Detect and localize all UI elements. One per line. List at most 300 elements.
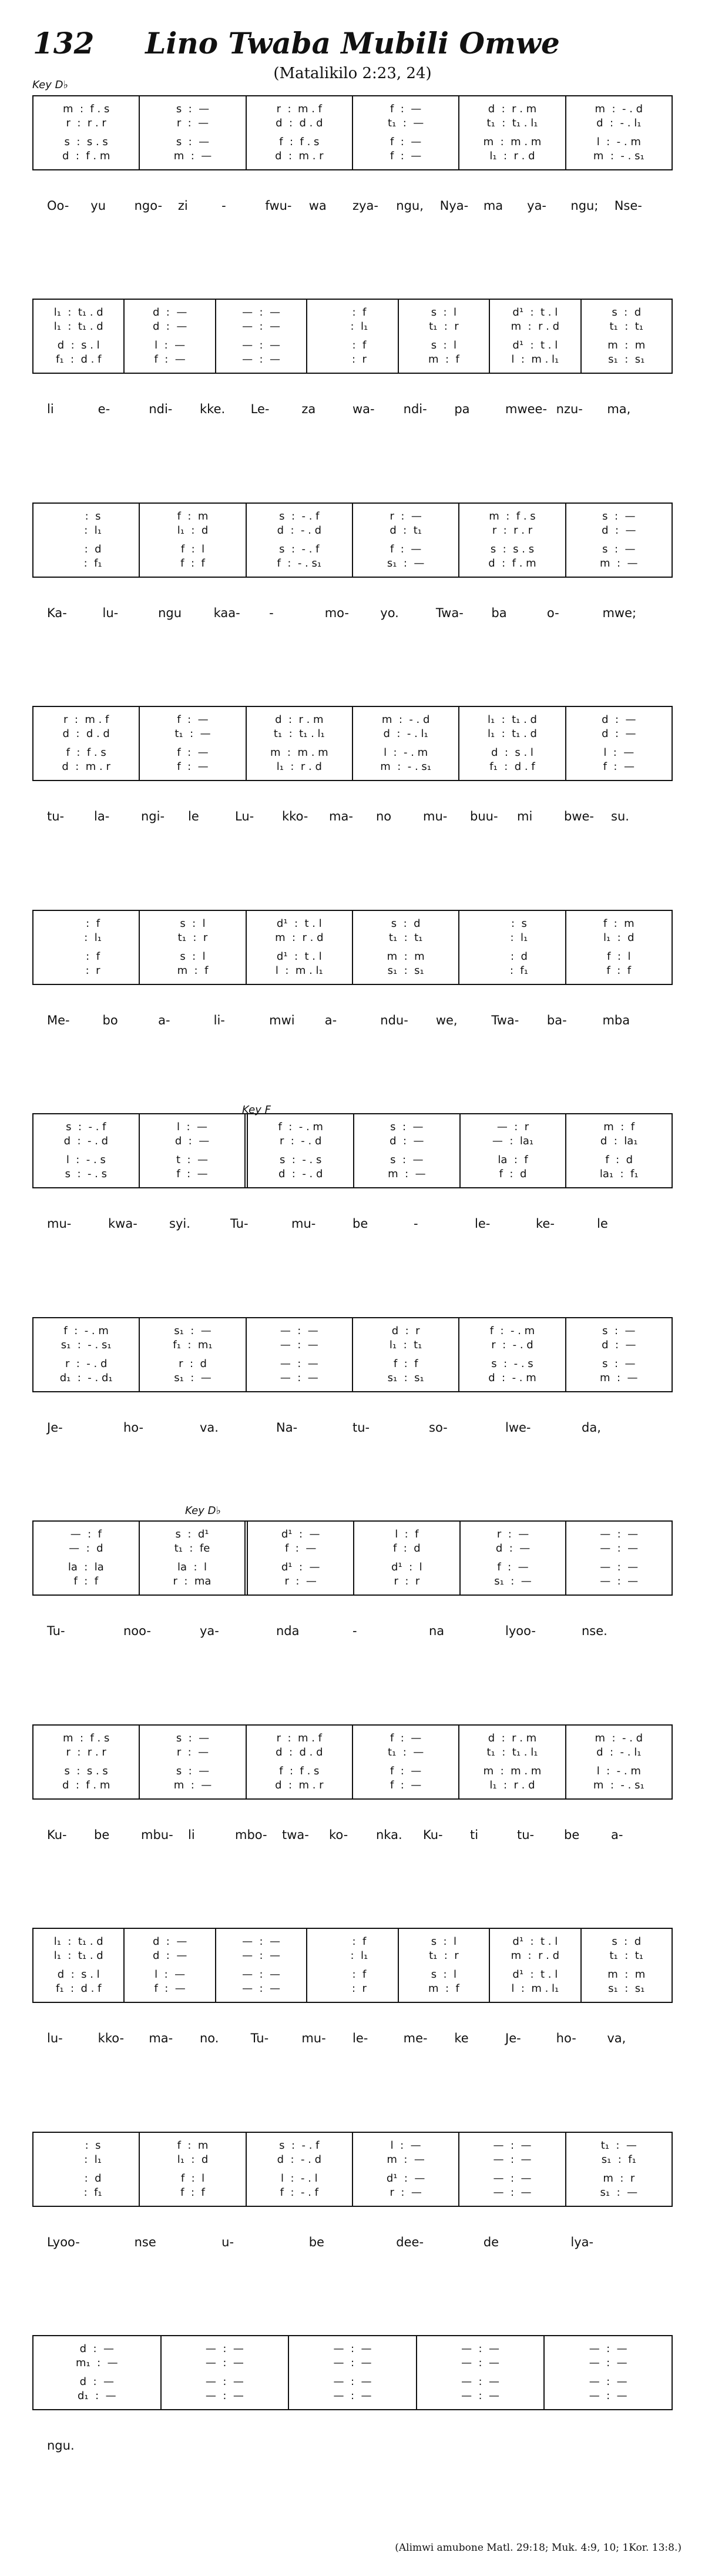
measure	[246, 1726, 352, 1798]
solfa-line: — : —	[333, 2357, 372, 2369]
measure	[398, 300, 489, 373]
lyric-syllable: e-	[98, 402, 110, 416]
lyric-syllable: kaa-	[213, 606, 240, 620]
solfa-line: — : —	[205, 2343, 244, 2355]
measure	[565, 1114, 672, 1187]
lyric-syllable: mba	[602, 1013, 630, 1027]
measure	[416, 2336, 544, 2409]
solfa-line: s : s . s	[64, 136, 108, 148]
solfa-line: f : —	[390, 1779, 422, 1791]
solfa-line: s : d	[391, 917, 421, 930]
solfa-line: — : —	[600, 1561, 639, 1573]
measure	[458, 707, 565, 780]
solfa-line: s : —	[176, 1765, 210, 1777]
solfa-line: r : m . f	[63, 713, 109, 726]
solfa-line: s : l	[431, 1935, 457, 1948]
measure	[123, 300, 214, 373]
hymn-title: Lino Twaba Mubili Omwe	[145, 26, 560, 61]
measure	[459, 1114, 566, 1187]
solfa-line: d : —	[152, 1935, 187, 1948]
lyric-syllable: li	[47, 402, 54, 416]
solfa-line: f : —	[390, 150, 422, 162]
solfa-line: d : —	[152, 320, 187, 333]
solfa-line: d : - . l₁	[596, 117, 642, 129]
solfa-line: d₁ : —	[78, 2390, 116, 2402]
measure	[306, 1929, 397, 2002]
lyric-syllable: nse.	[582, 1624, 607, 1638]
solfa-line: d : m . r	[275, 1779, 324, 1791]
solfa-line: f : f	[393, 1358, 418, 1370]
solfa-line: — : —	[205, 2376, 244, 2388]
lyric-syllable: nda	[276, 1624, 300, 1638]
solfa-line: — : —	[461, 2376, 500, 2388]
solfa-line: d : r . m	[488, 103, 537, 115]
solfa-line: l : - . m	[384, 746, 428, 759]
lyric-syllable: no	[376, 809, 392, 823]
solfa-line: la : l	[177, 1561, 207, 1573]
solfa-line: d : —	[602, 728, 636, 740]
measure	[139, 1114, 245, 1187]
solfa-line: d : —	[79, 2343, 114, 2355]
lyric-syllable: lyoo-	[505, 1624, 536, 1638]
lyric-syllable: Tu-	[250, 2031, 269, 2045]
solfa-line: t₁ : t₁	[388, 932, 423, 944]
solfa-line: — : la₁	[492, 1135, 534, 1147]
measure	[458, 504, 565, 577]
solfa-line: — : —	[280, 1339, 318, 1351]
solfa-line: d : d . d	[62, 728, 110, 740]
lyric-syllable: be	[564, 1828, 580, 1842]
solfa-line: f : —	[497, 1561, 529, 1573]
lyric-syllable: Nse-	[614, 199, 642, 213]
solfa-line: d : m . r	[62, 761, 110, 773]
solfa-line: m : m	[387, 950, 425, 963]
solfa-line: r : - . d	[491, 1339, 533, 1351]
solfa-line: r : r	[394, 1575, 420, 1587]
solfa-line: f : m	[177, 2139, 209, 2152]
measure	[398, 1929, 489, 2002]
solfa-line: d : r	[391, 1325, 420, 1337]
solfa-line: f : —	[390, 1732, 422, 1744]
measure	[565, 1726, 672, 1798]
solfa-line: m : - . s₁	[593, 150, 644, 162]
solfa-line: d : la₁	[600, 1135, 638, 1147]
solfa-line: s : l	[431, 1968, 457, 1981]
solfa-line: d¹ : t . l	[512, 306, 558, 319]
solfa-line: m : f	[428, 353, 459, 366]
lyric-syllable: ba-	[546, 1013, 567, 1027]
solfa-line: s : - . f	[279, 510, 320, 522]
solfa-line: : r	[338, 353, 367, 366]
solfa-line: f : d	[499, 1168, 527, 1180]
lyric-syllable: buu-	[470, 809, 498, 823]
measure	[139, 2133, 245, 2206]
solfa-line: d : —	[390, 1135, 424, 1147]
solfa-line: d : - . d	[277, 2153, 322, 2166]
measure	[565, 2133, 672, 2206]
solfa-line: d : d . d	[276, 1746, 323, 1758]
solfa-line: f : l	[607, 950, 631, 963]
lyric-syllable: Oo-	[47, 199, 69, 213]
solfa-line: — : —	[242, 306, 281, 319]
solfa-line: m : - . d	[595, 1732, 643, 1744]
solfa-line: s : - . s	[65, 1168, 108, 1180]
solfa-line: l₁ : d	[177, 524, 209, 537]
key-signature-change-f: Key F	[242, 1104, 271, 1116]
solfa-line: t₁ : t₁	[609, 320, 643, 333]
measure	[458, 1726, 565, 1798]
lyric-syllable: me-	[403, 2031, 428, 2045]
lyric-syllable: va.	[200, 1421, 219, 1435]
solfa-line: m : - . d	[595, 103, 643, 115]
solfa-line: s₁ : —	[174, 1325, 212, 1337]
lyric-syllable: ngu;	[570, 199, 599, 213]
solfa-line: — : —	[242, 1935, 281, 1948]
solfa-line: l₁ : t₁	[389, 1339, 422, 1351]
solfa-line: f : f	[180, 557, 205, 570]
solfa-line: f₁ : d . f	[55, 1982, 102, 1995]
solfa-line: t : —	[176, 1154, 209, 1166]
lyric-syllable: nzu-	[556, 402, 583, 416]
lyric-syllable: lya-	[570, 2235, 594, 2249]
solfa-line: : f₁	[496, 964, 528, 977]
solfa-line: : l₁	[337, 1949, 368, 1962]
solfa-line: d : —	[602, 713, 636, 726]
lyrics-line	[32, 2438, 673, 2456]
measure	[458, 96, 565, 169]
solfa-line: — : —	[280, 1325, 318, 1337]
lyrics-line	[32, 1828, 673, 1845]
solfa-line: f : —	[154, 353, 186, 366]
solfa-line: s₁ : s₁	[387, 1372, 424, 1384]
solfa-line: l₁ : r . d	[276, 761, 322, 773]
solfa-line: r : m . f	[276, 103, 323, 115]
lyric-syllable: fwu-	[265, 199, 292, 213]
measure	[459, 1522, 566, 1594]
solfa-line: f₁ : m₁	[173, 1339, 213, 1351]
lyric-syllable: u-	[221, 2235, 234, 2249]
solfa-line: : f₁	[70, 2186, 102, 2199]
solfa-line: d : f . m	[62, 1779, 110, 1791]
solfa-line: d : - . d	[277, 524, 322, 537]
solfa-line: m : - . d	[381, 713, 430, 726]
solfa-line: s : - . f	[66, 1121, 106, 1133]
solfa-line: d : r . m	[275, 713, 324, 726]
lyrics-line	[32, 1217, 673, 1234]
solfa-line: f : d	[392, 1542, 421, 1555]
solfa-line: s : —	[602, 543, 636, 555]
solfa-line: d : —	[152, 1949, 187, 1962]
staff	[32, 503, 673, 578]
solfa-line: : s	[498, 917, 527, 930]
solfa-line: m : —	[388, 1168, 426, 1180]
lyrics-line	[32, 199, 673, 216]
solfa-line: d¹ : t . l	[512, 1968, 558, 1981]
solfa-line: d : —	[602, 524, 636, 537]
solfa-line: s₁ : s₁	[387, 964, 424, 977]
measure	[489, 300, 580, 373]
lyrics-line	[32, 809, 673, 827]
solfa-line: — : —	[242, 339, 281, 351]
solfa-line: l₁ : t₁ . d	[487, 713, 537, 726]
lyric-syllable: le-	[475, 1217, 491, 1231]
measure	[565, 1318, 672, 1391]
measure	[352, 707, 458, 780]
measure	[33, 1522, 139, 1594]
solfa-line: — : —	[242, 353, 281, 366]
measure	[33, 1114, 139, 1187]
measure	[246, 911, 352, 984]
measure	[565, 504, 672, 577]
solfa-line: r : —	[390, 2186, 422, 2199]
measure	[139, 707, 245, 780]
solfa-line: d : - . d	[278, 1168, 323, 1180]
lyric-syllable: yo.	[380, 606, 399, 620]
solfa-line: : l₁	[70, 524, 102, 537]
lyric-syllable: le	[188, 809, 199, 823]
solfa-line: f₁ : d . f	[489, 761, 535, 773]
solfa-line: m : f	[603, 1121, 635, 1133]
solfa-line: r : r . r	[492, 524, 533, 537]
solfa-line: l : —	[155, 1968, 186, 1981]
solfa-line: s : —	[390, 1121, 424, 1133]
solfa-line: f : - . m	[489, 1325, 535, 1337]
solfa-line: — : —	[589, 2376, 627, 2388]
solfa-line: s : s . s	[490, 543, 535, 555]
solfa-line: l : —	[177, 1121, 207, 1133]
lyrics-line	[32, 1624, 673, 1642]
lyric-syllable: Tu-	[230, 1217, 249, 1231]
lyric-syllable: lu-	[102, 606, 119, 620]
staff	[32, 1928, 673, 2003]
solfa-line: f : f	[180, 2186, 205, 2199]
lyric-syllable: za	[301, 402, 316, 416]
solfa-line: l : f	[395, 1528, 419, 1540]
solfa-line: l₁ : t₁ . d	[53, 320, 103, 333]
lyric-syllable: o-	[546, 606, 559, 620]
solfa-line: t₁ : t₁ . l₁	[486, 117, 538, 129]
solfa-line: s : —	[602, 1325, 636, 1337]
solfa-line: d : s . l	[57, 339, 100, 351]
solfa-line: — : —	[242, 1968, 281, 1981]
solfa-line: : r	[338, 1982, 367, 1995]
solfa-line: s : —	[602, 1358, 636, 1370]
solfa-line: m : —	[600, 1372, 638, 1384]
lyric-syllable: a-	[324, 1013, 337, 1027]
measure	[139, 1522, 245, 1594]
lyric-syllable: ya-	[527, 199, 547, 213]
solfa-line: f : m	[177, 510, 209, 522]
lyric-syllable: ngu.	[47, 2438, 75, 2453]
solfa-line: s₁ : f₁	[601, 2153, 636, 2166]
solfa-line: t₁ : t₁ . l₁	[273, 728, 325, 740]
lyrics-line	[32, 2031, 673, 2049]
lyric-syllable: Twa-	[435, 606, 464, 620]
measure	[246, 96, 352, 169]
measure	[565, 911, 672, 984]
solfa-line: — : —	[461, 2357, 500, 2369]
lyric-syllable: tu-	[517, 1828, 535, 1842]
solfa-line: s : d	[612, 1935, 642, 1948]
lyric-syllable: mi	[517, 809, 533, 823]
solfa-line: d : t₁	[390, 524, 422, 537]
measure	[33, 2133, 139, 2206]
solfa-line: f : —	[603, 761, 634, 773]
solfa-line: s : s . s	[64, 1765, 108, 1777]
measure	[458, 911, 565, 984]
lyric-syllable: lwe-	[505, 1421, 531, 1435]
solfa-line: d : r . m	[488, 1732, 537, 1744]
measure	[123, 1929, 214, 2002]
solfa-line: m : —	[600, 557, 638, 570]
solfa-line: t₁ : —	[388, 117, 424, 129]
solfa-line: d : —	[152, 306, 187, 319]
solfa-line: — : —	[600, 1542, 639, 1555]
solfa-line: s : l	[180, 950, 206, 963]
solfa-line: d¹ : l	[391, 1561, 422, 1573]
lyric-syllable: Lu-	[235, 809, 254, 823]
measure	[139, 96, 245, 169]
solfa-line: — : —	[461, 2390, 500, 2402]
solfa-line: s : - . f	[279, 543, 320, 555]
lyrics-line	[32, 606, 673, 624]
solfa-line: f : —	[390, 543, 422, 555]
lyric-syllable: le-	[352, 2031, 368, 2045]
lyric-syllable: zya-	[352, 199, 378, 213]
solfa-line: d¹ : t . l	[276, 950, 322, 963]
solfa-line: f : f	[606, 964, 632, 977]
lyric-syllable: Na-	[276, 1421, 298, 1435]
solfa-line: m₁ : —	[75, 2357, 118, 2369]
solfa-line: m : r . d	[511, 1949, 560, 1962]
measure	[244, 1114, 353, 1187]
solfa-line: s : —	[176, 103, 210, 115]
solfa-line: f : m	[603, 917, 634, 930]
lyric-syllable: ma,	[607, 402, 631, 416]
lyric-syllable: -	[221, 199, 226, 213]
lyric-syllable: la-	[94, 809, 110, 823]
solfa-line: m : r . d	[275, 932, 324, 944]
solfa-line: d¹ : t . l	[276, 917, 322, 930]
solfa-line: m : m . m	[483, 136, 542, 148]
solfa-line: f : f . s	[279, 136, 320, 148]
measure	[352, 1318, 458, 1391]
staff	[32, 299, 673, 374]
solfa-line: — : —	[280, 1372, 318, 1384]
staff	[32, 1113, 673, 1188]
lyric-syllable: syi.	[169, 1217, 190, 1231]
lyric-syllable: -	[352, 1624, 357, 1638]
measure	[215, 1929, 306, 2002]
measure	[288, 2336, 416, 2409]
solfa-line: — : —	[280, 1358, 318, 1370]
staff	[32, 95, 673, 170]
solfa-line: m : f	[177, 964, 209, 977]
lyric-syllable: mbo-	[235, 1828, 267, 1842]
solfa-line: s₁ : —	[494, 1575, 532, 1587]
lyric-syllable: Je-	[505, 2031, 521, 2045]
measure	[352, 504, 458, 577]
measure	[246, 1318, 352, 1391]
solfa-line: — : —	[333, 2390, 372, 2402]
lyric-syllable: noo-	[123, 1624, 151, 1638]
solfa-line: — : r	[496, 1121, 529, 1133]
measure	[458, 2133, 565, 2206]
lyric-syllable: Lyoo-	[47, 2235, 80, 2249]
lyric-syllable: no.	[200, 2031, 219, 2045]
solfa-line: : d	[70, 543, 102, 555]
solfa-line: s : d¹	[175, 1528, 209, 1540]
solfa-line: m : m	[607, 1968, 646, 1981]
solfa-line: : f	[338, 306, 367, 319]
solfa-line: m : f	[428, 1982, 459, 1995]
solfa-line: t₁ : —	[174, 728, 211, 740]
solfa-line: d₁ : - . d₁	[59, 1372, 113, 1384]
scripture-reference: (Matalikilo 2:23, 24)	[273, 65, 432, 82]
solfa-line: s : - . s	[491, 1358, 533, 1370]
lyric-syllable: kke.	[200, 402, 226, 416]
measure	[246, 504, 352, 577]
solfa-line: d : - . l₁	[596, 1746, 642, 1758]
measure	[352, 1726, 458, 1798]
solfa-line: d¹ : —	[281, 1561, 320, 1573]
solfa-line: s₁ : —	[174, 1372, 212, 1384]
solfa-line: s : l	[431, 339, 457, 351]
solfa-line: s : d	[612, 306, 642, 319]
measure	[353, 1522, 459, 1594]
lyric-syllable: kko-	[98, 2031, 125, 2045]
measure	[565, 96, 672, 169]
solfa-line: d¹ : t . l	[512, 339, 558, 351]
solfa-line: : l₁	[496, 932, 528, 944]
solfa-line: m : —	[387, 2153, 425, 2166]
solfa-line: — : —	[589, 2390, 627, 2402]
solfa-line: f : —	[176, 1168, 208, 1180]
lyric-syllable: Ku-	[423, 1828, 443, 1842]
staff	[32, 706, 673, 781]
lyric-syllable: ndi-	[403, 402, 427, 416]
measure	[246, 707, 352, 780]
measure	[565, 707, 672, 780]
solfa-line: l : - . s	[66, 1154, 106, 1166]
solfa-line: — : —	[242, 1949, 281, 1962]
solfa-line: l₁ : d	[603, 932, 634, 944]
lyric-syllable: ngi-	[141, 809, 165, 823]
lyric-syllable: wa-	[352, 402, 375, 416]
lyric-syllable: mu-	[47, 1217, 72, 1231]
solfa-line: d : s . l	[491, 746, 533, 759]
lyric-syllable: na	[429, 1624, 445, 1638]
solfa-line: d¹ : —	[386, 2172, 425, 2185]
solfa-line: d : —	[79, 2376, 114, 2388]
solfa-line: — : —	[242, 320, 281, 333]
measure	[352, 2133, 458, 2206]
solfa-line: — : —	[242, 1982, 281, 1995]
solfa-line: l : —	[603, 746, 634, 759]
solfa-line: t₁ : t₁	[609, 1949, 643, 1962]
lyric-syllable: li	[188, 1828, 195, 1842]
solfa-line: s : - . f	[279, 2139, 320, 2152]
solfa-line: m : —	[173, 1779, 212, 1791]
lyric-syllable: yu	[90, 199, 106, 213]
solfa-line: t₁ : r	[429, 1949, 459, 1962]
solfa-line: d : m . r	[275, 150, 324, 162]
measure	[33, 707, 139, 780]
solfa-line: : s	[71, 2139, 101, 2152]
solfa-line: s₁ : —	[600, 2186, 638, 2199]
solfa-line: r : —	[176, 117, 209, 129]
solfa-line: f : —	[390, 103, 422, 115]
